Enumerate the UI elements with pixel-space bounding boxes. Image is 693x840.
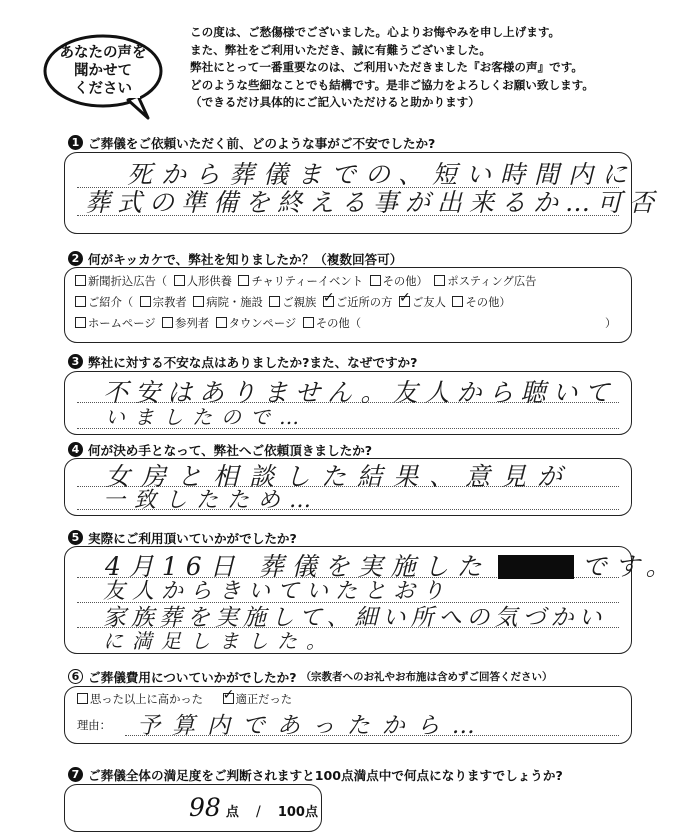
question-7-title: ご葬儀全体の満足度をご判断されますと100点満点中で何点になりますでしょうか? bbox=[88, 768, 563, 783]
option-posting-ad[interactable]: ポスティング広告 bbox=[434, 271, 536, 292]
answer-1-line-2: 葬式の準備を終える事が出来るか…可否 bbox=[85, 188, 662, 217]
question-number-badge: 2 bbox=[68, 251, 83, 266]
intro-line-2: また、弊社をご利用いただき、誠に有難うございました。 bbox=[190, 42, 491, 57]
checkbox[interactable] bbox=[193, 296, 204, 307]
question-2-options-box bbox=[64, 267, 632, 343]
satisfaction-score-box[interactable] bbox=[64, 784, 322, 832]
question-number-badge: 5 bbox=[68, 530, 83, 545]
answer-5-part-a: 4月16日 葬儀を実施した bbox=[105, 552, 490, 581]
answer-5-line-4: に満足しました。 bbox=[103, 629, 335, 653]
answer-4-line-2: 一致したため… bbox=[103, 488, 321, 513]
question-1-heading bbox=[68, 133, 435, 152]
checkbox[interactable] bbox=[174, 275, 185, 286]
option-reasonable[interactable]: ✓ 適正だった bbox=[223, 689, 293, 710]
checkbox[interactable] bbox=[77, 693, 88, 704]
question-4-title: 何が決め手となって、弊社へご依頼頂きましたか? bbox=[88, 443, 373, 458]
checkbox[interactable] bbox=[370, 275, 381, 286]
score-value: 98 bbox=[189, 793, 221, 822]
intro-line-3: 弊社にとって一番重要なのは、ご利用いただきました『お客様の声』です。 bbox=[190, 60, 584, 74]
question-3-answer-box[interactable] bbox=[64, 371, 632, 435]
score-separator: / bbox=[256, 804, 261, 820]
checkbox-checked[interactable] bbox=[323, 296, 334, 307]
question-5-heading bbox=[68, 528, 297, 547]
question-6-note: （宗教者へのお礼やお布施は含めずご回答ください） bbox=[300, 671, 553, 683]
intro-message bbox=[190, 24, 594, 112]
voice-speech-bubble bbox=[42, 34, 164, 108]
answer-5-line-2: 友人からきいていたとおり bbox=[103, 579, 452, 604]
option-hospital[interactable]: 病院・施設 bbox=[193, 292, 263, 313]
checkbox[interactable] bbox=[303, 317, 314, 328]
redacted-name-block bbox=[498, 555, 574, 579]
bubble-line-2: 聞かせて bbox=[74, 63, 132, 79]
option-charity-event[interactable]: チャリティーイベント bbox=[238, 271, 363, 292]
score-unit: 点 bbox=[225, 805, 239, 820]
intro-line-4: どのような些細なことでも結構です。是非ご協力をよろしくお願い致します。 bbox=[190, 77, 594, 92]
question-5-title: 実際にご利用頂いていかがでしたか? bbox=[88, 531, 297, 546]
score-max: 100点 bbox=[277, 805, 318, 820]
option-insert-other[interactable]: その他） bbox=[370, 271, 428, 292]
q2-row-2 bbox=[75, 292, 514, 313]
other-close-paren: ） bbox=[605, 317, 617, 330]
option-town-pages[interactable]: タウンページ bbox=[216, 313, 297, 334]
option-newspaper-insert[interactable]: 新聞折込広告（ bbox=[75, 271, 167, 292]
question-3-heading bbox=[68, 352, 417, 371]
answer-5-part-b: です。 bbox=[581, 552, 679, 581]
checkbox[interactable] bbox=[75, 296, 86, 307]
option-attendee[interactable]: 参列者 bbox=[162, 313, 209, 334]
answer-3-line-2: いましたので… bbox=[105, 405, 308, 429]
question-1-title: ご葬儀をご依頼いただく前、どのような事がご不安でしたか? bbox=[88, 136, 436, 151]
question-1-answer-box[interactable] bbox=[64, 152, 662, 234]
question-6-heading bbox=[68, 667, 553, 686]
checkbox[interactable] bbox=[162, 317, 173, 328]
question-2-heading bbox=[68, 249, 402, 268]
q2-row-3 bbox=[75, 313, 615, 334]
checkbox[interactable] bbox=[75, 317, 86, 328]
intro-line-1: この度は、ご愁傷様でございました。心よりお悔やみを申し上げます。 bbox=[190, 25, 561, 39]
option-friends[interactable]: ✓ ご友人 bbox=[399, 292, 446, 313]
checkbox-checked[interactable] bbox=[223, 693, 234, 704]
score-entry bbox=[189, 793, 318, 822]
option-religious[interactable]: 宗教者 bbox=[140, 292, 187, 313]
answer-4-line-1: 女房と相談した結果、意見が bbox=[105, 462, 574, 491]
question-number-badge: 3 bbox=[68, 354, 83, 369]
checkbox-checked[interactable] bbox=[399, 296, 410, 307]
checkbox[interactable] bbox=[216, 317, 227, 328]
option-referral[interactable]: ご紹介（ bbox=[75, 292, 133, 313]
question-number-badge: 6 bbox=[68, 669, 83, 684]
option-referral-other[interactable]: その他） bbox=[452, 292, 510, 313]
answer-5-line-3: 家族葬を実施して、細い所への気づかい bbox=[103, 605, 607, 631]
checkbox[interactable] bbox=[269, 296, 280, 307]
question-6-box bbox=[64, 686, 632, 744]
question-number-badge: 7 bbox=[68, 767, 83, 782]
question-6-title: ご葬儀費用についていかがでしたか? bbox=[88, 670, 297, 685]
checkbox[interactable] bbox=[434, 275, 445, 286]
question-7-heading bbox=[68, 765, 563, 784]
question-3-title: 弊社に対する不安な点はありましたか?また、なぜですか? bbox=[88, 355, 418, 370]
question-2-title: 何がキッカケで、弊社を知りましたか？（複数回答可） bbox=[88, 252, 403, 267]
answer-1-line-1: 死から葬儀までの、短い時間内に bbox=[127, 160, 637, 189]
question-number-badge: 4 bbox=[68, 442, 83, 457]
option-relatives[interactable]: ご親族 bbox=[269, 292, 316, 313]
question-5-answer-box[interactable] bbox=[64, 546, 679, 654]
q2-row-1 bbox=[75, 271, 539, 292]
option-doll-memorial[interactable]: 人形供養 bbox=[174, 271, 232, 292]
option-neighbors[interactable]: ✓ ご近所の方 bbox=[323, 292, 393, 313]
question-4-answer-box[interactable] bbox=[64, 458, 632, 516]
checkbox[interactable] bbox=[140, 296, 151, 307]
checkbox[interactable] bbox=[238, 275, 249, 286]
reason-label: 理由： bbox=[77, 719, 111, 732]
question-number-badge: 1 bbox=[68, 135, 83, 150]
bubble-line-1: あなたの声を bbox=[59, 45, 147, 61]
bubble-line-3: ください bbox=[74, 81, 132, 97]
option-other[interactable]: その他（ bbox=[303, 313, 361, 334]
answer-3-line-1: 不安はありません。友人から聴いて bbox=[103, 378, 617, 407]
checkbox[interactable] bbox=[75, 275, 86, 286]
reason-answer[interactable]: 予算内であったから… bbox=[137, 713, 487, 739]
option-more-expensive[interactable]: 思った以上に高かった bbox=[77, 689, 203, 710]
checkbox[interactable] bbox=[452, 296, 463, 307]
option-homepage[interactable]: ホームページ bbox=[75, 313, 156, 334]
intro-line-5: （できるだけ具体的にご記入いただけると助かります） bbox=[190, 95, 480, 109]
